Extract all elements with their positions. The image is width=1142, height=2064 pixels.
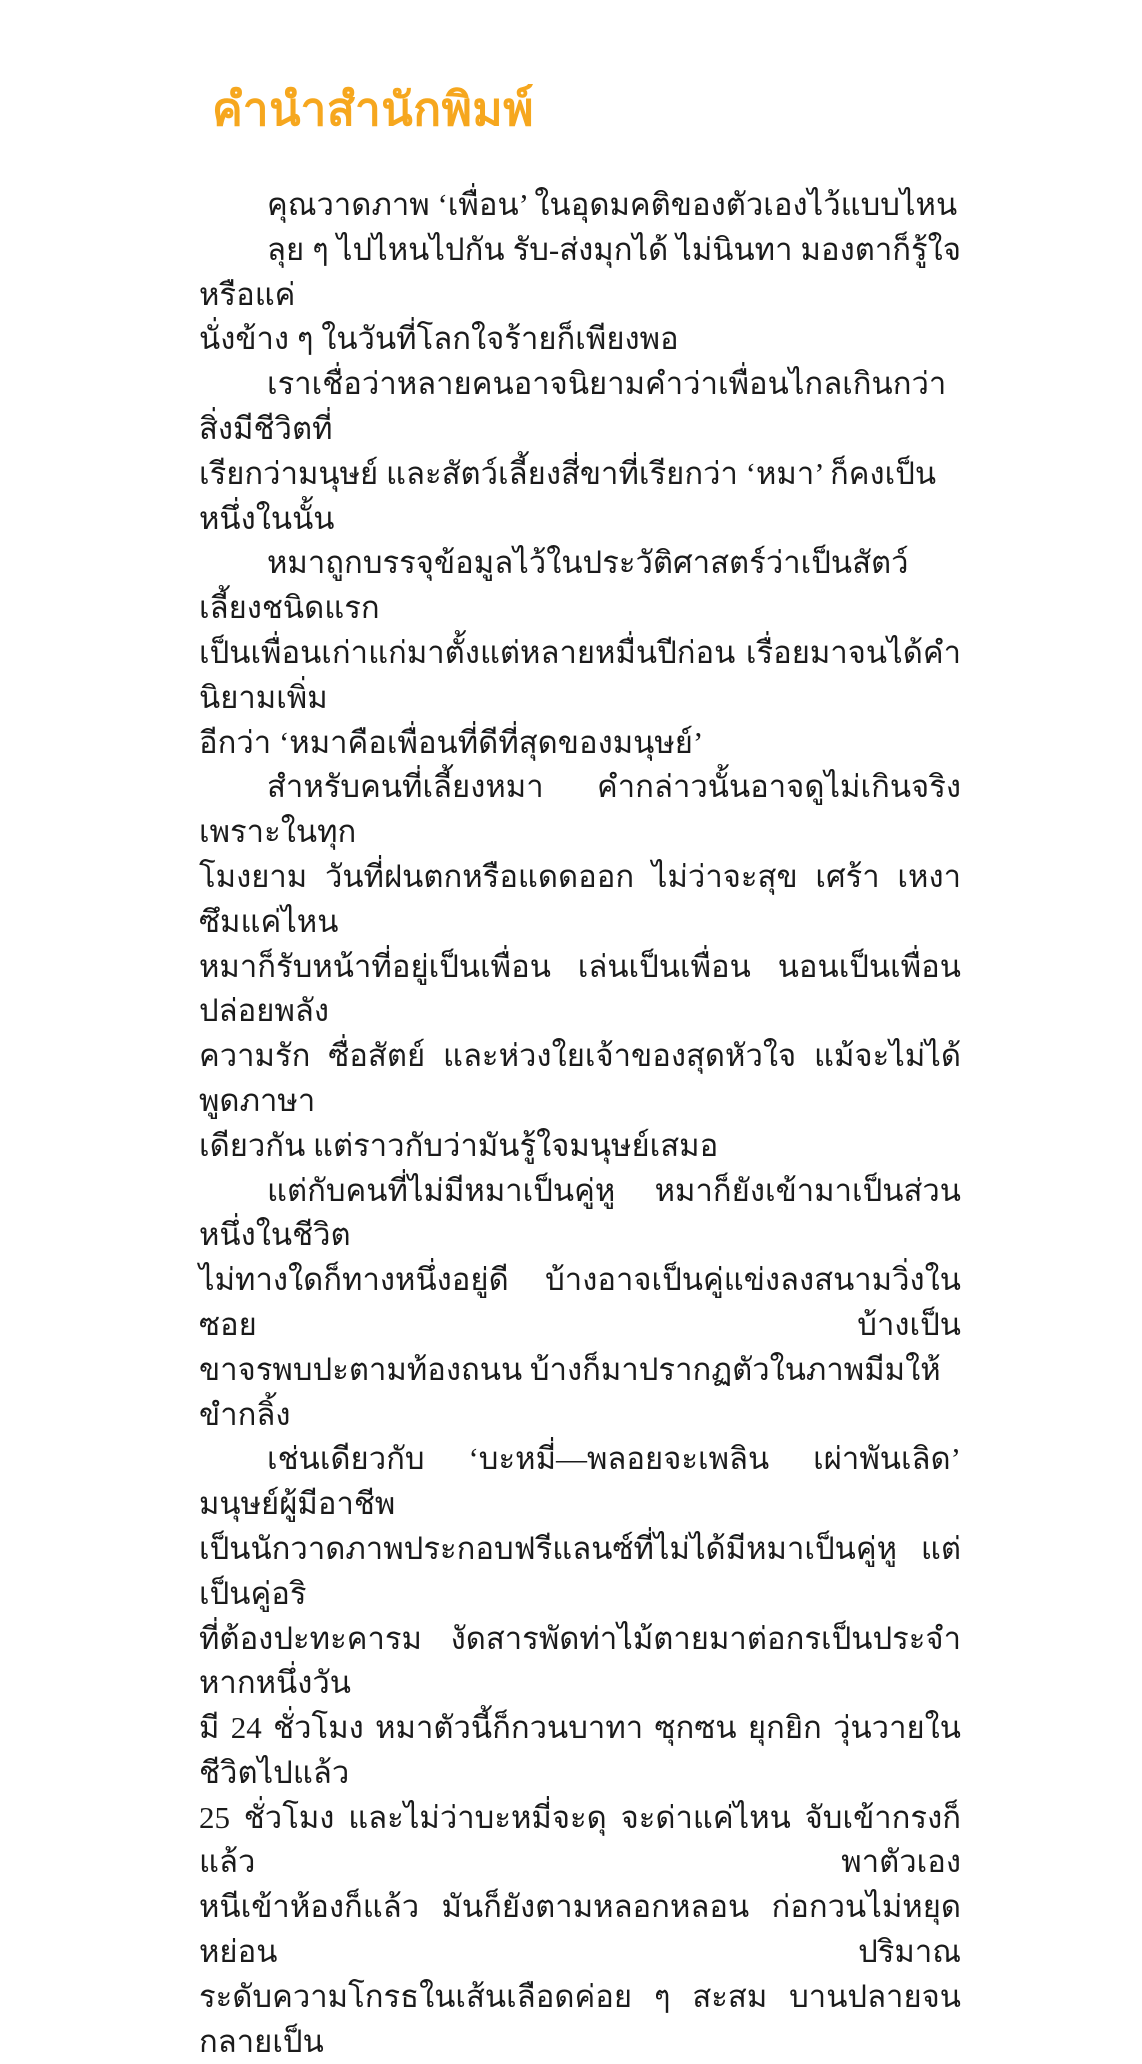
text-line: ลุย ๆ ไปไหนไปกัน รับ-ส่งมุกได้ ไม่นินทา มองตาก็รู้ใจ หรือแค่	[199, 231, 961, 312]
text-line: หมาถูกบรรจุข้อมูลไว้ในประวัติศาสตร์ว่าเป็นสัตว์เลี้ยงชนิดแรก	[199, 545, 909, 626]
text-line: เดียวกัน แต่ราวกับว่ามันรู้ใจมนุษย์เสมอ	[199, 1127, 719, 1163]
paragraph	[199, 1169, 961, 1438]
paragraph	[199, 1437, 961, 2064]
text-line: หมาก็รับหน้าที่อยู่เป็นเพื่อน เล่นเป็นเพื่อน นอนเป็นเพื่อน ปล่อยพลัง	[199, 948, 961, 1029]
text-line: เราเชื่อว่าหลายคนอาจนิยามคำว่าเพื่อนไกลเกินกว่าสิ่งมีชีวิตที่	[199, 366, 947, 446]
text-line: แต่กับคนที่ไม่มีหมาเป็นคู่หู หมาก็ยังเข้ามาเป็นส่วนหนึ่งในชีวิต	[199, 1172, 961, 1253]
paragraph	[199, 228, 961, 362]
text-line: ความรัก ซื่อสัตย์ และห่วงใยเจ้าของสุดหัวใจ แม้จะไม่ได้พูดภาษา	[199, 1038, 961, 1118]
page-title: คำนำสำนักพิมพ์	[212, 82, 535, 136]
text-line: ระดับความโกรธในเส้นเลือดค่อย ๆ สะสม บานปลายจนกลายเป็น	[199, 1978, 961, 2059]
text-line: หนีเข้าห้องก็แล้ว มันก็ยังตามหลอกหลอน ก่อกวนไม่หยุดหย่อน ปริมาณ	[199, 1889, 961, 1970]
paragraph	[199, 765, 961, 1168]
text-line: อีกว่า ‘หมาคือเพื่อนที่ดีที่สุดของมนุษย์’	[199, 724, 704, 760]
text-line: เรียกว่ามนุษย์ และสัตว์เลี้ยงสี่ขาที่เรียกว่า ‘หมา’ ก็คงเป็นหนึ่งในนั้น	[199, 455, 937, 536]
paragraph	[199, 183, 961, 228]
text-line: โมงยาม วันที่ฝนตกหรือแดดออก ไม่ว่าจะสุข เศร้า เหงา ซึมแค่ไหน	[199, 858, 961, 939]
paragraph	[199, 362, 961, 541]
text-line: ขาจรพบปะตามท้องถนน บ้างก็มาปรากฏตัวในภาพมีมให้ขำกลิ้ง	[199, 1351, 941, 1432]
text-line: ไม่ทางใดก็ทางหนึ่งอยู่ดี บ้างอาจเป็นคู่แข่งลงสนามวิ่งในซอย บ้างเป็น	[199, 1262, 961, 1342]
text-line: ที่ต้องปะทะคารม งัดสารพัดท่าไม้ตายมาต่อกรเป็นประจำ หากหนึ่งวัน	[199, 1620, 961, 1701]
paragraph	[199, 541, 961, 765]
text-line: นั่งข้าง ๆ ในวันที่โลกใจร้ายก็เพียงพอ	[199, 321, 679, 357]
text-line: คุณวาดภาพ ‘เพื่อน’ ในอุดมคติของตัวเองไว้แบบไหน	[267, 187, 958, 222]
text-line: เป็นนักวาดภาพประกอบฟรีแลนซ์ที่ไม่ได้มีหมาเป็นคู่หู แต่เป็นคู่อริ	[199, 1530, 961, 1611]
text-line: เช่นเดียวกับ ‘บะหมี่—พลอยจะเพลิน เผ่าพันเลิด’ มนุษย์ผู้มีอาชีพ	[199, 1441, 961, 1522]
body-text	[199, 183, 961, 2064]
text-line: สำหรับคนที่เลี้ยงหมา คำกล่าวนั้นอาจดูไม่เกินจริง เพราะในทุก	[199, 769, 961, 850]
text-line: มี 24 ชั่วโมง หมาตัวนี้ก็กวนบาทา ซุกซน ยุกยิก วุ่นวายในชีวิตไปแล้ว	[199, 1710, 961, 1790]
text-line: 25 ชั่วโมง และไม่ว่าบะหมี่จะดุ จะด่าแค่ไหน จับเข้ากรงก็แล้ว พาตัวเอง	[199, 1799, 961, 1880]
text-line: เป็นเพื่อนเก่าแก่มาตั้งแต่หลายหมื่นปีก่อน เรื่อยมาจนได้คำนิยามเพิ่ม	[199, 634, 961, 715]
